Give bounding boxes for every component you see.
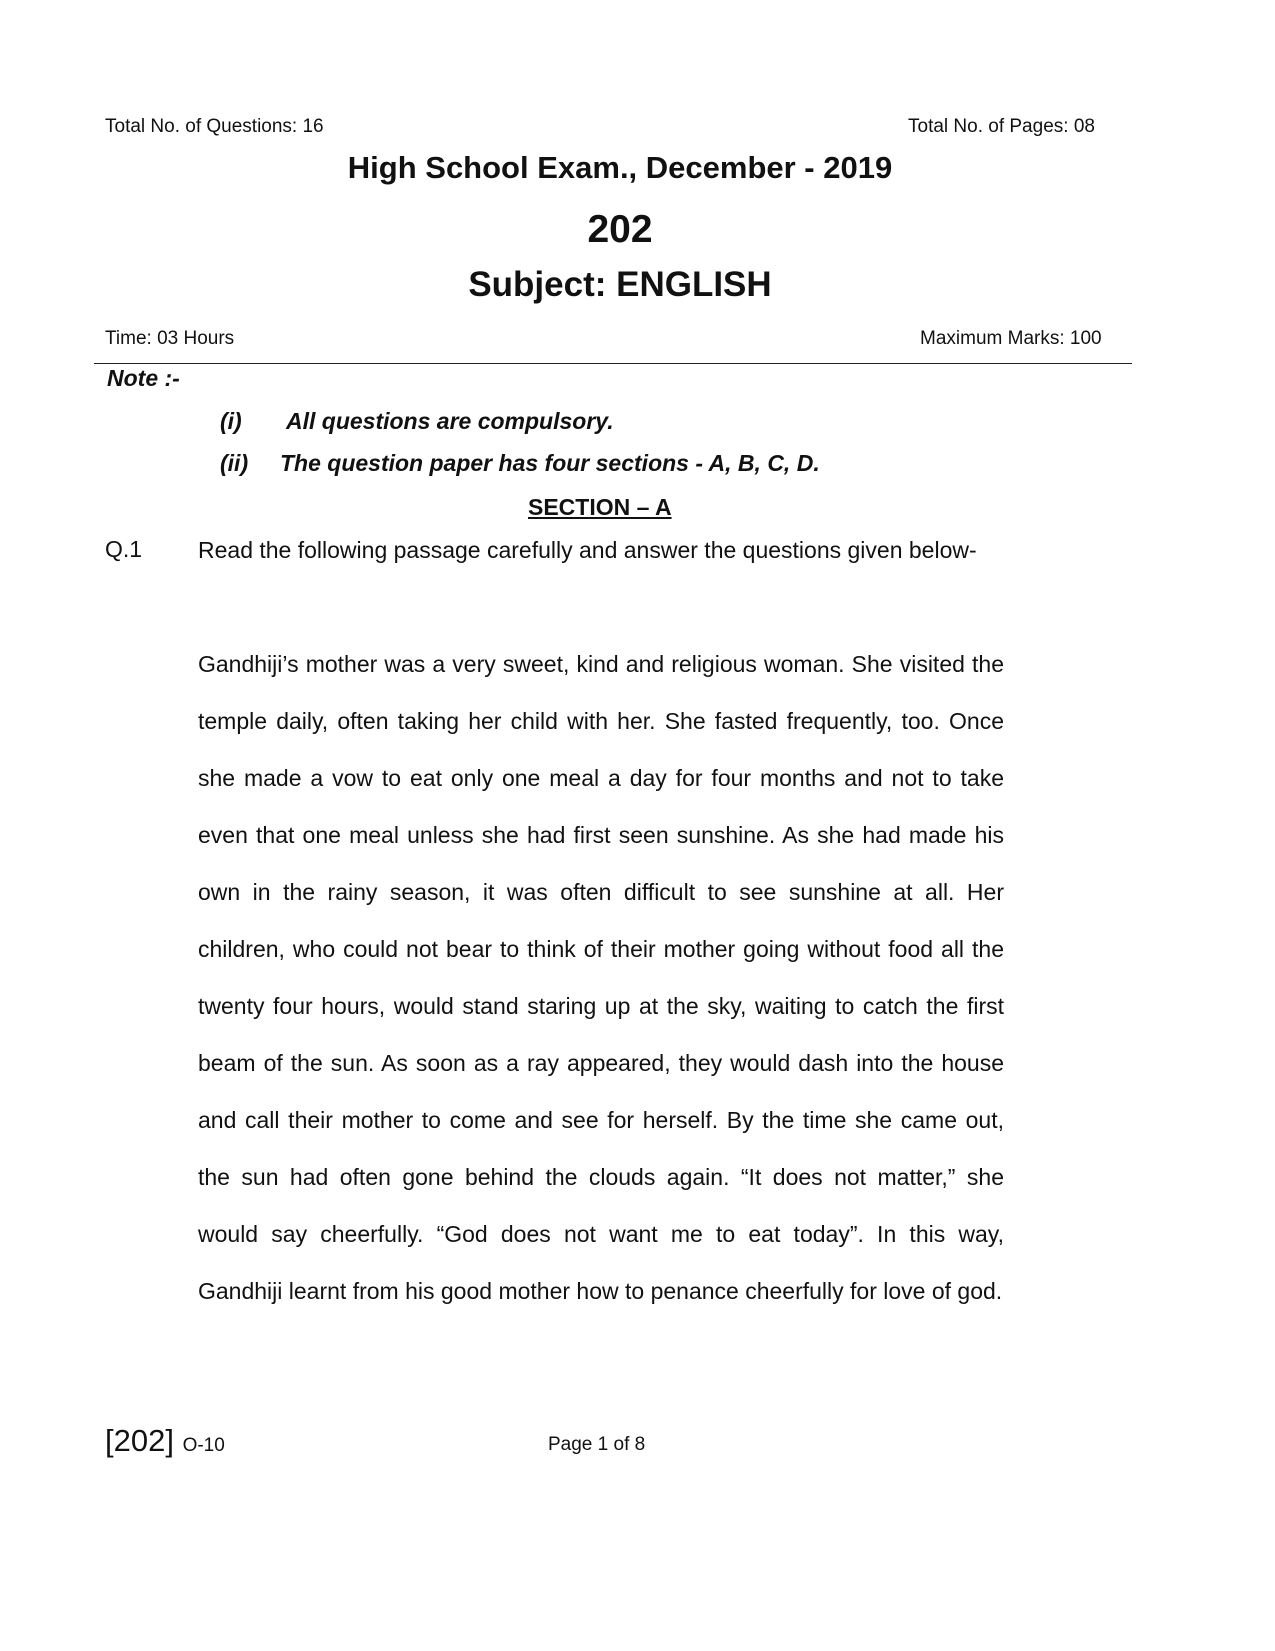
maximum-marks: Maximum Marks: 100 — [920, 328, 1102, 349]
subject-title: Subject: ENGLISH — [468, 265, 772, 304]
total-questions: Total No. of Questions: 16 — [105, 116, 324, 137]
question-intro: Read the following passage carefully and answer the questions given below- — [198, 537, 977, 563]
exam-time: Time: 03 Hours — [105, 328, 235, 349]
question-number: Q.1 — [105, 536, 143, 562]
instruction-2-text: The question paper has four sections - A, B, C, D. — [280, 450, 820, 476]
paper-code: 202 — [587, 208, 653, 251]
page-number: Page 1 of 8 — [548, 1434, 646, 1455]
passage-text: Gandhiji’s mother was a very sweet, kind and religious woman. She visited the temple daily, often taking her child with her. She fasted frequently, too. Once she made a vow to eat only one meal a day for four months and not to take even that one meal unless she had first seen sunshine. As she had made his own in the rainy season, it was often difficult to see sunshine at all. Her children, who could not bear to think of their mother going without food all the twenty four hours, would stand staring up at the sky, waiting to catch the first beam of the sun. As soon as a ray appeared, they would dash into the house and call their mother to come and see for herself. By the time she came out, the sun had often gone behind the clouds again. “It does not matter,” she would say cheerfully. “God does not want me to eat today”. In this way, Gandhiji learnt from his good mother how to penance cheerfully for love of god. — [198, 651, 1004, 1304]
instruction-2-number: (ii) — [220, 450, 249, 476]
footer-code: [202] — [105, 1423, 174, 1458]
total-pages: Total No. of Pages: 08 — [908, 116, 1095, 137]
exam-title: High School Exam., December - 2019 — [347, 150, 893, 185]
header-divider — [94, 363, 1132, 364]
footer-series: O-10 — [182, 1435, 225, 1456]
note-label: Note :- — [107, 365, 180, 391]
instruction-1-number: (i) — [220, 408, 242, 434]
section-heading: SECTION – A — [528, 494, 672, 520]
footer-paper-code — [105, 1423, 225, 1459]
instruction-1-text: All questions are compulsory. — [286, 408, 614, 434]
